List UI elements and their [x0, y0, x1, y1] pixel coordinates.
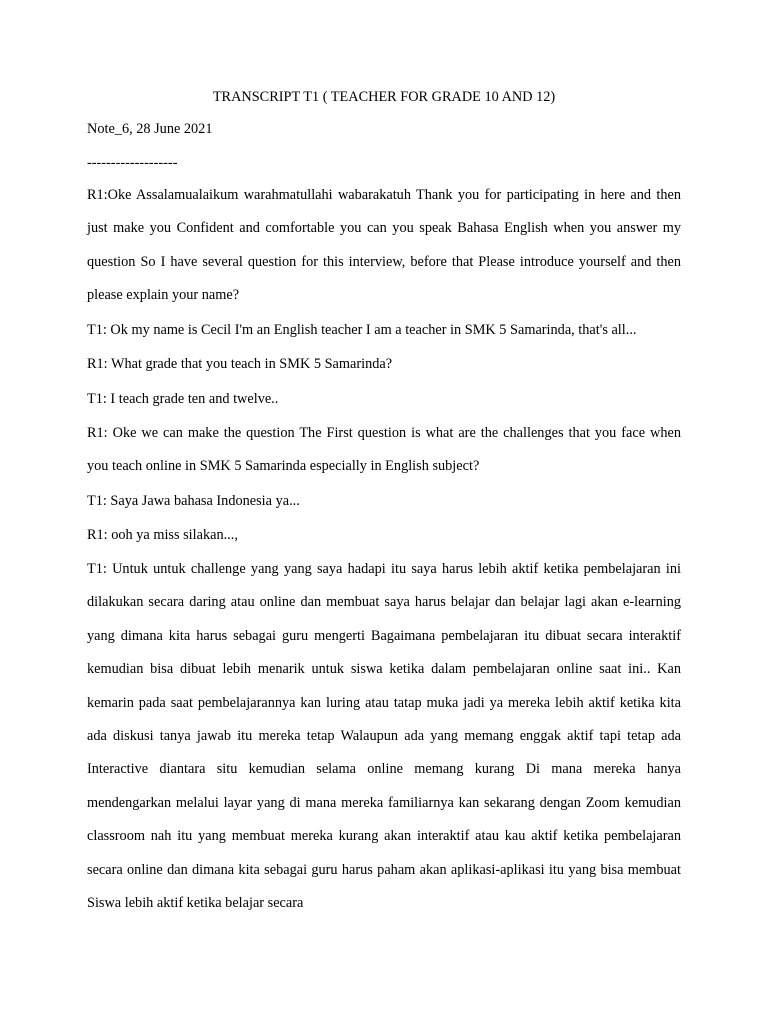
paragraph-r1-intro: R1:Oke Assalamualaikum warahmatullahi wabarakatuh Thank you for participating in here and then just make you Confident and comfortable you can you speak Bahasa English when you answer my question So I have several question for this interview, before that Please introduce yourself and then please explain your name? [87, 187, 681, 304]
paragraph-r1-challenges: R1: Oke we can make the question The First question is what are the challenges that you face when you teach online in SMK 5 Samarinda especially in English subject? [87, 424, 681, 475]
paragraph-t1-language: T1: Saya Jawa bahasa Indonesia ya... [87, 492, 300, 509]
paragraph-t1-name: T1: Ok my name is Cecil I'm an English teacher I am a teacher in SMK 5 Samarinda, that's all... [87, 321, 637, 338]
paragraph-r1-ok: R1: ooh ya miss silakan..., [87, 527, 238, 544]
document-page [87, 86, 681, 926]
paragraph-r1-grade: R1: What grade that you teach in SMK 5 Samarinda? [87, 356, 393, 373]
paragraph-t1-grade: T1: I teach grade ten and twelve.. [87, 391, 279, 407]
document-note: Note_6, 28 June 2021 [87, 121, 213, 137]
paragraph-t1-answer: T1: Untuk untuk challenge yang yang saya hadapi itu saya harus lebih aktif ketika pembelajaran ini dilakukan secara daring atau online dan membuat saya harus belajar dan belajar lagi akan e-learning yang dimana kita harus sebagai guru mengerti Bagaimana pembelajaran itu dibuat secara interaktif kemudian bisa dibuat lebih menarik untuk siswa ketika dalam pembelajaran online saat ini.. Kan kemarin pada saat pembelajarannya kan luring atau tatap muka jadi ya mereka lebih aktif ketika kita ada diskusi tanya jawab itu mereka tetap Walaupun ada yang memang enggak aktif tapi tetap ada Interactive diantara situ kemudian selama online memang kurang Di mana mereka hanya mendengarkan melalui layar yang di mana mereka familiarnya kan sekarang dengan Zoom kemudian classroom nah itu yang membuat mereka kurang akan interaktif atau kau aktif ketika pembelajaran secara online dan dimana kita sebagai guru harus paham akan aplikasi-aplikasi itu yang bisa membuat Siswa lebih aktif ketika belajar secara [87, 560, 681, 911]
separator-line: ------------------- [87, 154, 178, 171]
document-title: TRANSCRIPT T1 ( TEACHER FOR GRADE 10 AND 12) [212, 89, 556, 105]
